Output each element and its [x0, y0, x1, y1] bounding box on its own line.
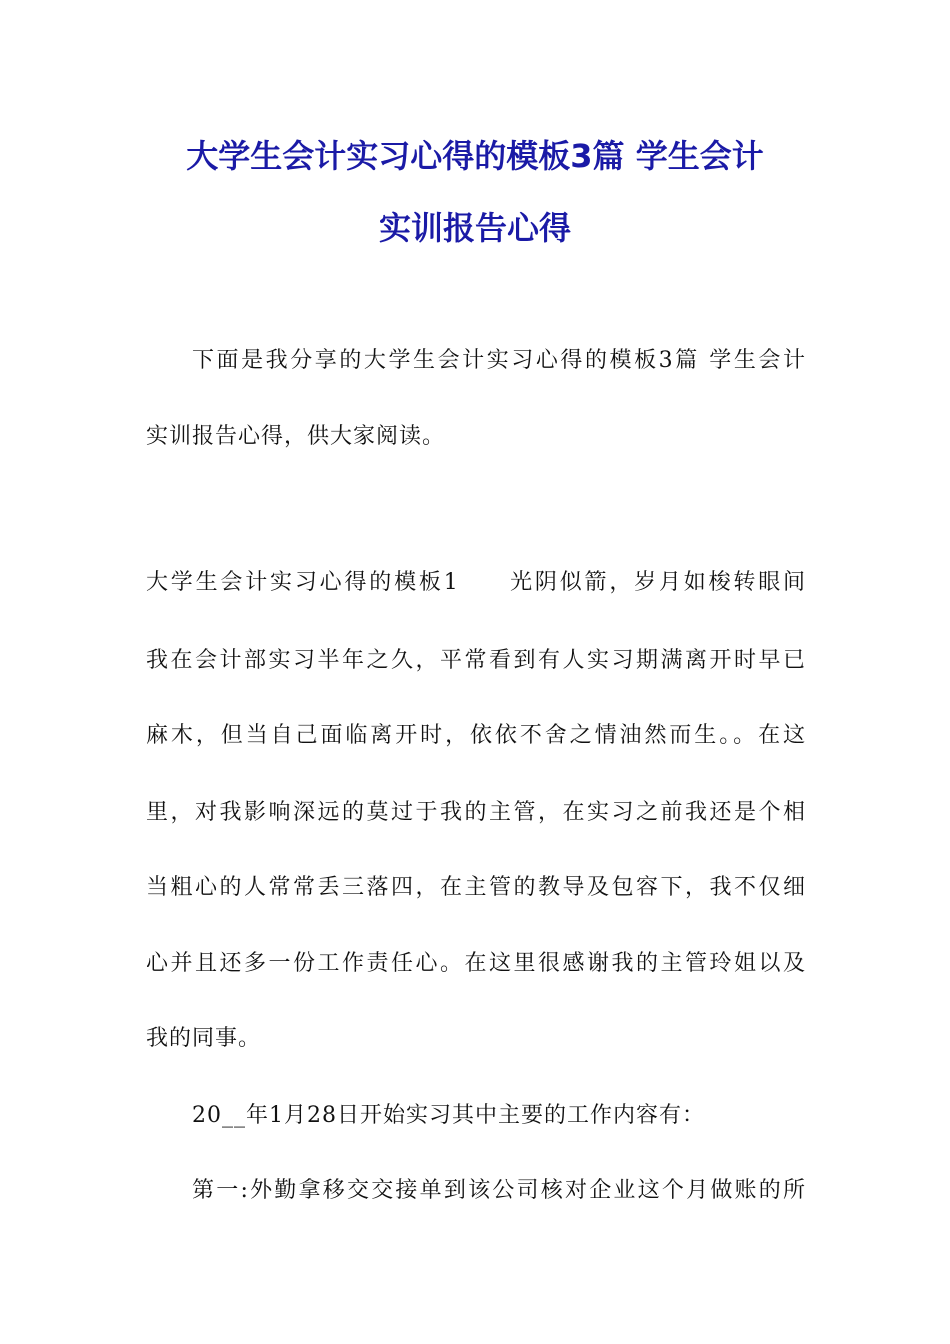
document-title-line-1: 大学生会计实习心得的模板3篇 学生会计 [186, 137, 764, 175]
body-line-1: 大学生会计实习心得的模板1 光阴似箭，岁月如梭转眼间 [146, 570, 806, 595]
body-line-7: 我的同事。 [146, 1026, 262, 1051]
body-line-6: 心并且还多一份工作责任心。在这里很感谢我的主管玲姐以及 [146, 951, 806, 976]
body-line-5: 当粗心的人常常丢三落四，在主管的教导及包容下，我不仅细 [146, 875, 806, 900]
intro-line-2: 实训报告心得，供大家阅读。 [146, 424, 446, 449]
body-line-4: 里，对我影响深远的莫过于我的主管，在实习之前我还是个相 [146, 800, 806, 825]
work-start-line: 20__年1月28日开始实习其中主要的工作内容有： [192, 1103, 705, 1128]
body-line-3: 麻木，但当自己面临离开时，依依不舍之情油然而生。。在这 [146, 723, 806, 748]
document-title-line-2: 实训报告心得 [378, 209, 571, 247]
work-item-1-line: 第一:外勤拿移交交接单到该公司核对企业这个月做账的所 [192, 1178, 806, 1203]
body-line-2: 我在会计部实习半年之久，平常看到有人实习期满离开时早已 [146, 648, 806, 673]
intro-line-1: 下面是我分享的大学生会计实习心得的模板3篇 学生会计 [192, 348, 806, 373]
